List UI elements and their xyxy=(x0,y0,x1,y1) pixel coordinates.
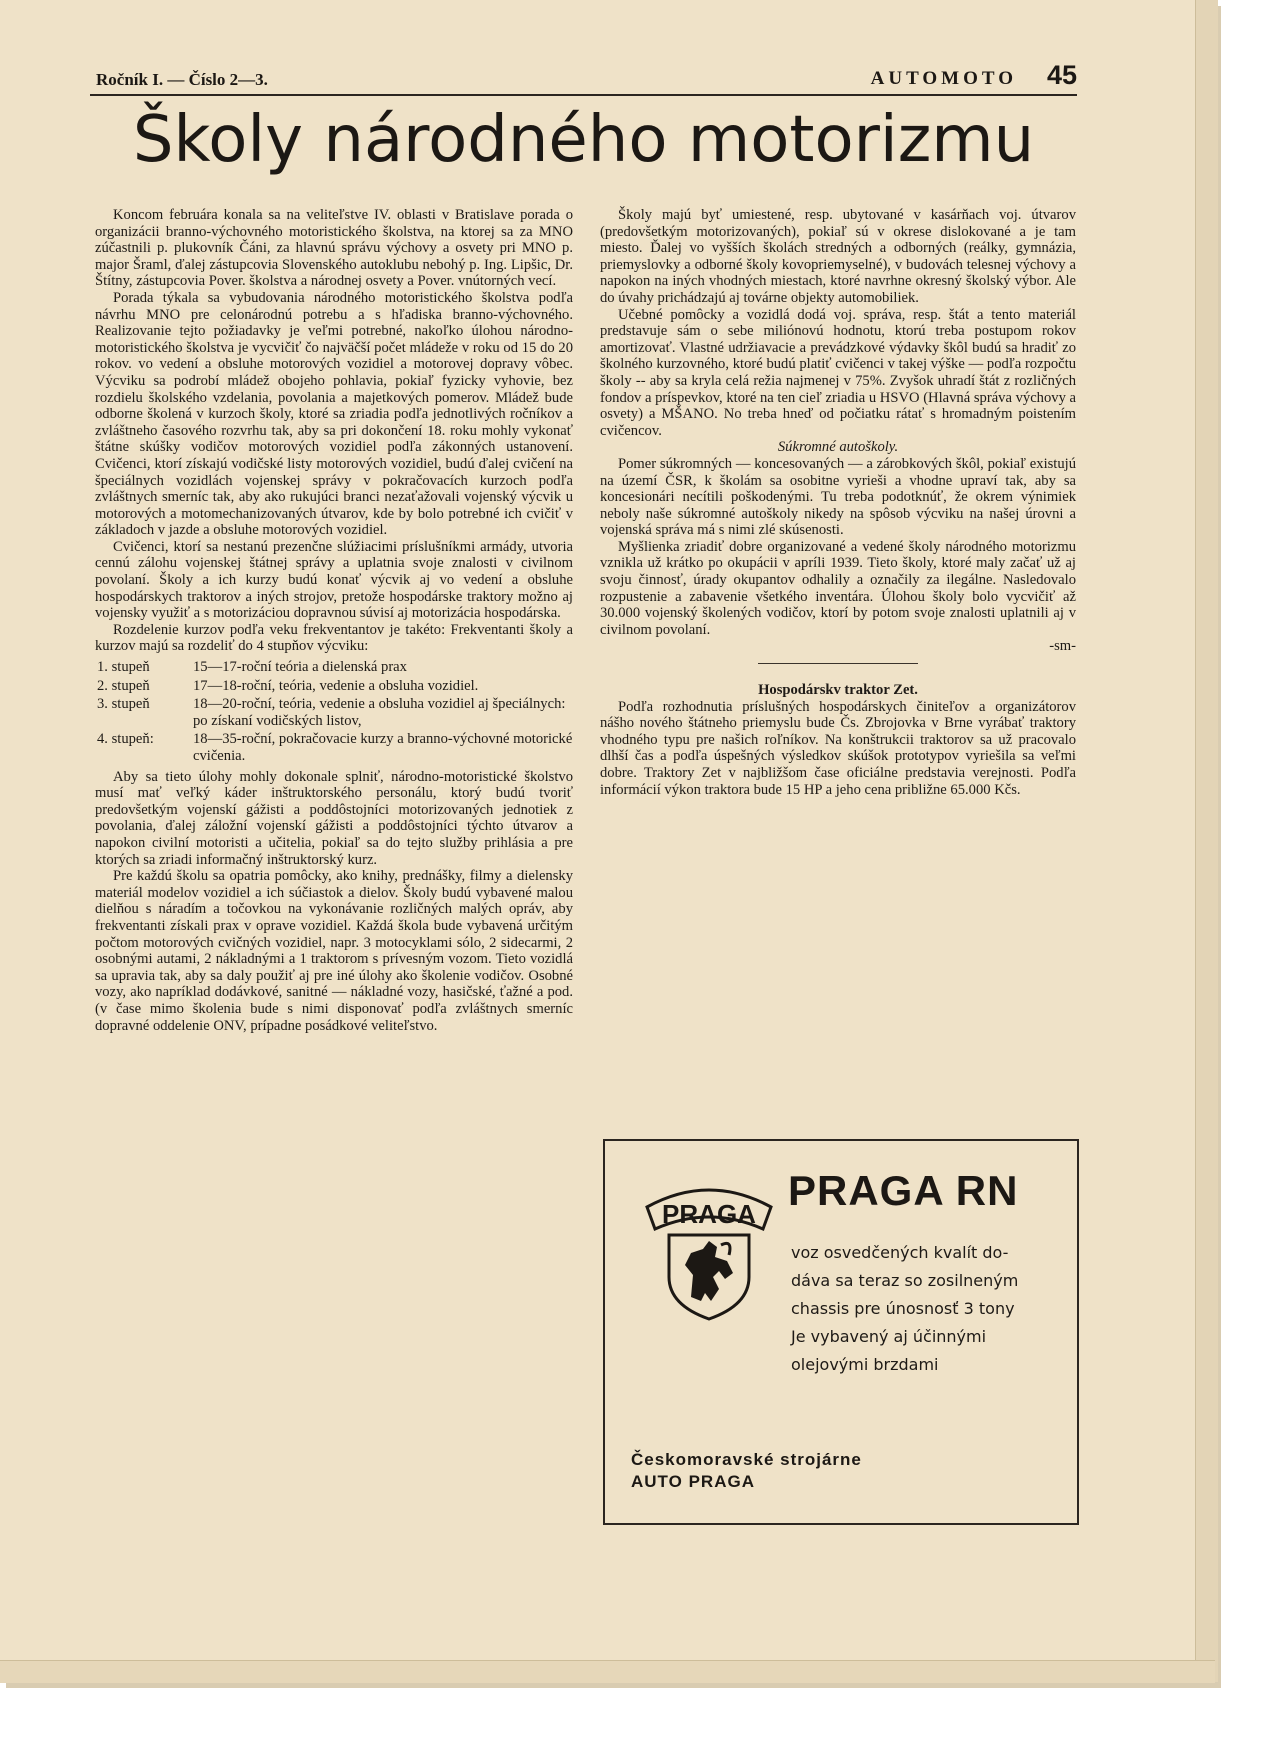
course-level: 2. stupeň xyxy=(97,677,150,694)
list-item xyxy=(95,678,573,695)
page-number: 45 xyxy=(1046,60,1077,90)
list-item xyxy=(95,659,573,676)
right-column xyxy=(600,207,1076,798)
ad-line: chassis pre únosnosť 3 tony xyxy=(791,1299,1015,1318)
paragraph: Rozdelenie kurzov podľa veku frekventantov je takéto: Frekventanti školy a kurzov majú sa rozdeliť do 4 stupňov výcviku: xyxy=(95,621,573,655)
page-edge xyxy=(1195,0,1218,1682)
ad-headline: PRAGA RN xyxy=(788,1167,1019,1214)
left-column xyxy=(95,207,573,1034)
course-level: 4. stupeň: xyxy=(97,731,154,748)
page-header xyxy=(90,62,1077,92)
paragraph: Porada týkala sa vybudovania národného motoristického školstva podľa návrhu MNO pre celonárodnú potrebu a s hľadiska branno-výchovného. Realizovanie tejto požiadavky je veľmi potrebné, nakoľko úlohou národno-motoristického školstva je vycvičiť čo najväčší počet mládeže v roku od 15 do 20 rokov. vo vedení a obsluhe motorových vozidiel a motorovej dopravy vôbec. Výcviku sa podrobí mládež obojeho pohlavia, pokiaľ fyzicky vyhovie, bez rozdielu školského vzdelania, povolania a majetkových pomerov. Mládež bude odborne školená v kurzoch školy, ktoré sa zriadia podľa jednotlivých ročníkov a zvláštneho časového rozvrhu tak, aby sa pri dokončení 18. roku mohly vykonať štátne skúšky vodičov motorových vozidiel podľa zákonných ustanovení. Cvičenci, ktorí získajú vodičské listy motorových vozidiel, budú ďalej cvičení na špeciálnych vozidlách vojenskej správy v pokračovacích kurzoch podľa zvláštnych smerníc tak, aby ako rukujúci branci nezaťažovali vojenský výcvik u motorových a motomechanizovaných útvarov, kde by bolo potrebné ich cvičiť v základoch v jazde a obsluhe motorových vozidiel. xyxy=(95,289,573,539)
paragraph: Pre každú školu sa opatria pomôcky, ako knihy, prednášky, filmy a dielensky materiál modelov vozidiel a ich súčiastok a dielov. Školy budú vybavené malou dielňou s náradím a točovkou na vykonávanie rozličných malých opráv, aby frekventanti získali prax v oprave vozidiel. Každá škola bude vybavená určitým počtom motorových cvičných vozidiel, napr. 3 motocyklami sólo, 2 sidecarmi, 2 osobnými autami, 2 nákladnými a 1 traktorom s prívesným vozom. Tieto vozidlá sa upravia tak, aby sa daly použiť aj pre iné úlohy ako školenie vodičov. Osobné vozy, ako napríklad dodávkové, sanitné — nákladné vozy, hasičské, ťažné a pod. (v čase mimo školenia bude s nimi disponovať podľa zvláštnych smerníc dopravné oddelenie ONV, prípadne posádkové veliteľstvo. xyxy=(95,868,573,1034)
course-description: 18—35-roční, pokračovacie kurzy a branno-výchovné motorické cvičenia. xyxy=(193,731,573,764)
list-item xyxy=(95,696,573,729)
paragraph: Aby sa tieto úlohy mohly dokonale splniť, národno-motoristické školstvo musí mať veľký káder inštruktorského personálu, ktorý budú tvoriť predovšetkým vojenskí gážisti a poddôstojníci motorizovaných jednotiek z povolania, ďalej záložní vojenskí gážisti a poddôstojníci týchto útvarov a napokon civilní motoristi a učitelia, pokiaľ sa do tejto služby prihlásia a pre ktorých sa zriadi informačný inštruktorský kurz. xyxy=(95,768,573,868)
paragraph: Pomer súkromných — koncesovaných — a zárobkových škôl, pokiaľ existujú na území ČSR, k školám sa osobitne vyrieši a vhodne upraví tak, aby sa koncesionári necítili poškodenými. Tu treba podotknúť, že okrem výnimiek neboly naše súkromné autoškoly nikedy na spôsob výcviku na našej úrovni a vojenská správa má s nimi zlé skúsenosti. xyxy=(600,455,1076,539)
paragraph: Cvičenci, ktorí sa nestanú prezenčne slúžiacimi príslušníkmi armády, utvoria cennú zálohu vojenskej štátnej správy a uplatnia svoje znalosti v civilnom povolaní. Školy a ich kurzy budú konať výcvik aj vo vedení a obsluhe hospodárskych traktorov a iných strojov, pretože hospodárske traktory možno aj vojensky využiť a s motorizáciou dopravnou súvisí aj motorizácia hospodárska. xyxy=(95,538,573,622)
course-description: 15—17-roční teória a dielenská prax xyxy=(193,659,407,676)
article2-title: Hospodárskv traktor Zet. xyxy=(758,682,918,699)
article-title: Školy národného motorizmu xyxy=(132,103,1035,177)
paragraph: Koncom februára konala sa na veliteľstve IV. oblasti v Bratislave porada o organizácii branno-výchovného motoristického školstva, na ktorej sa za MNO zúčastnili p. plukovník Čáni, za hlavnú správu výchovy a osvety pri MNO p. major Šraml, ďalej zástupcovia Slovenského autoklubu nebohý p. Ing. Lipšic, Dr. Štítny, zástupcovia Pover. školstva a národnej osvety a Pover. vnútorných vecí. xyxy=(95,207,573,290)
praga-logo xyxy=(629,1165,789,1325)
course-description: 18—20-roční, teória, vedenie a obsluha vozidiel aj špeciálnych: po získaní vodičských listov, xyxy=(193,696,566,729)
separator-rule xyxy=(758,663,918,664)
page-bottom-edge xyxy=(0,1660,1215,1683)
ad-company xyxy=(631,1449,862,1493)
paragraph: Školy majú byť umiestené, resp. ubytované v kasárňach voj. útvarov (predovšetkým motorizovaných), pokiaľ sú v okrese dislokované a je tam miesto. Ďalej vo vyšších školách stredných a odborných (reálky, gymnázia, priemyslovky a odborné školy kovopriemyselné), v budovách telesnej výchovy a napokon na iných vhodných miestach, ktoré navrhne okresný školský výbor. Ale do úvahy prichádzajú aj továrne objekty automobiliek. xyxy=(600,207,1076,306)
praga-advertisement xyxy=(603,1139,1079,1525)
ad-line: dáva sa teraz so zosilneným xyxy=(791,1271,1019,1290)
magazine-name: AUTOMOTO xyxy=(870,68,1017,89)
issue-info: Ročník I. — Číslo 2—3. xyxy=(96,70,268,89)
ad-line: olejovými brzdami xyxy=(791,1355,939,1374)
list-item xyxy=(95,731,573,764)
company-brand: AUTO PRAGA xyxy=(631,1472,755,1491)
course-level: 3. stupeň xyxy=(97,696,150,713)
logo-text: PRAGA xyxy=(662,1199,756,1229)
course-list xyxy=(95,659,573,765)
company-name: Českomoravské strojárne xyxy=(631,1450,862,1469)
ad-line: Je vybavený aj účinnými xyxy=(791,1327,987,1346)
course-level: 1. stupeň xyxy=(97,659,150,676)
author-signature: -sm- xyxy=(1049,638,1076,655)
paragraph: Učebné pomôcky a vozidlá dodá voj. správa, resp. štát a tento materiál predstavuje sám o sebe miliónovú hodnotu, ktorú treba postupom rokov amortizovať. Vlastné udržiavacie a prevádzkové výdavky škôl budú sa hradiť zo školného kurzovného, ktoré budú platiť cvičenci v takej výške — podľa rozpočtu školy -- aby sa kryla celá režia najmenej v 75%. Zvyšok uhradí štát z rozličných fondov a príspevkov, ktoré na ten cieľ zriadia u HSVO (Hlavná správa výchovy a osvety) a MŠANO. No treba hneď od počiatku rátať s hromadným poistením cvičencov. xyxy=(600,306,1076,439)
paragraph: Podľa rozhodnutia príslušných hospodárskych činiteľov a organizátorov nášho nového štátneho priemyslu bude Čs. Zbrojovka v Brne vyrábať traktory vhodného typu pre našich roľníkov. Na konštrukcii traktorov sa už pracovalo dlhší čas a podľa úspešných výsledkov skúšok prototypov vyriešila sa veľmi dobre. Traktory Zet v najbližšom čase oficiálne predstavia verejnosti. Podľa informácií výkon traktora bude 15 HP a jeho cena približne 65.000 Kčs. xyxy=(600,698,1076,798)
header-rule xyxy=(90,94,1077,96)
ad-body xyxy=(791,1239,1061,1379)
ad-line: voz osvedčených kvalít do- xyxy=(791,1243,1009,1262)
paragraph: Myšlienka zriadiť dobre organizované a vedené školy národného motorizmu vznikla už krátko po okupácii v apríli 1939. Tieto školy, ktoré maly začať už aj svoju činnosť, úrady okupantov odhalily a označily za ilegálne. Nasledovalo rozpustenie a zabavenie všetkého inventára. Úlohou školy bolo vycvičiť až 30.000 vojenský školených vodičov, ktorí by potom svoje znalosti uplatnili aj v civilnom povolaní. xyxy=(600,538,1076,638)
section-subheading: Súkromné autoškoly. xyxy=(777,439,899,456)
course-description: 17—18-roční, teória, vedenie a obsluha vozidiel. xyxy=(193,677,479,694)
